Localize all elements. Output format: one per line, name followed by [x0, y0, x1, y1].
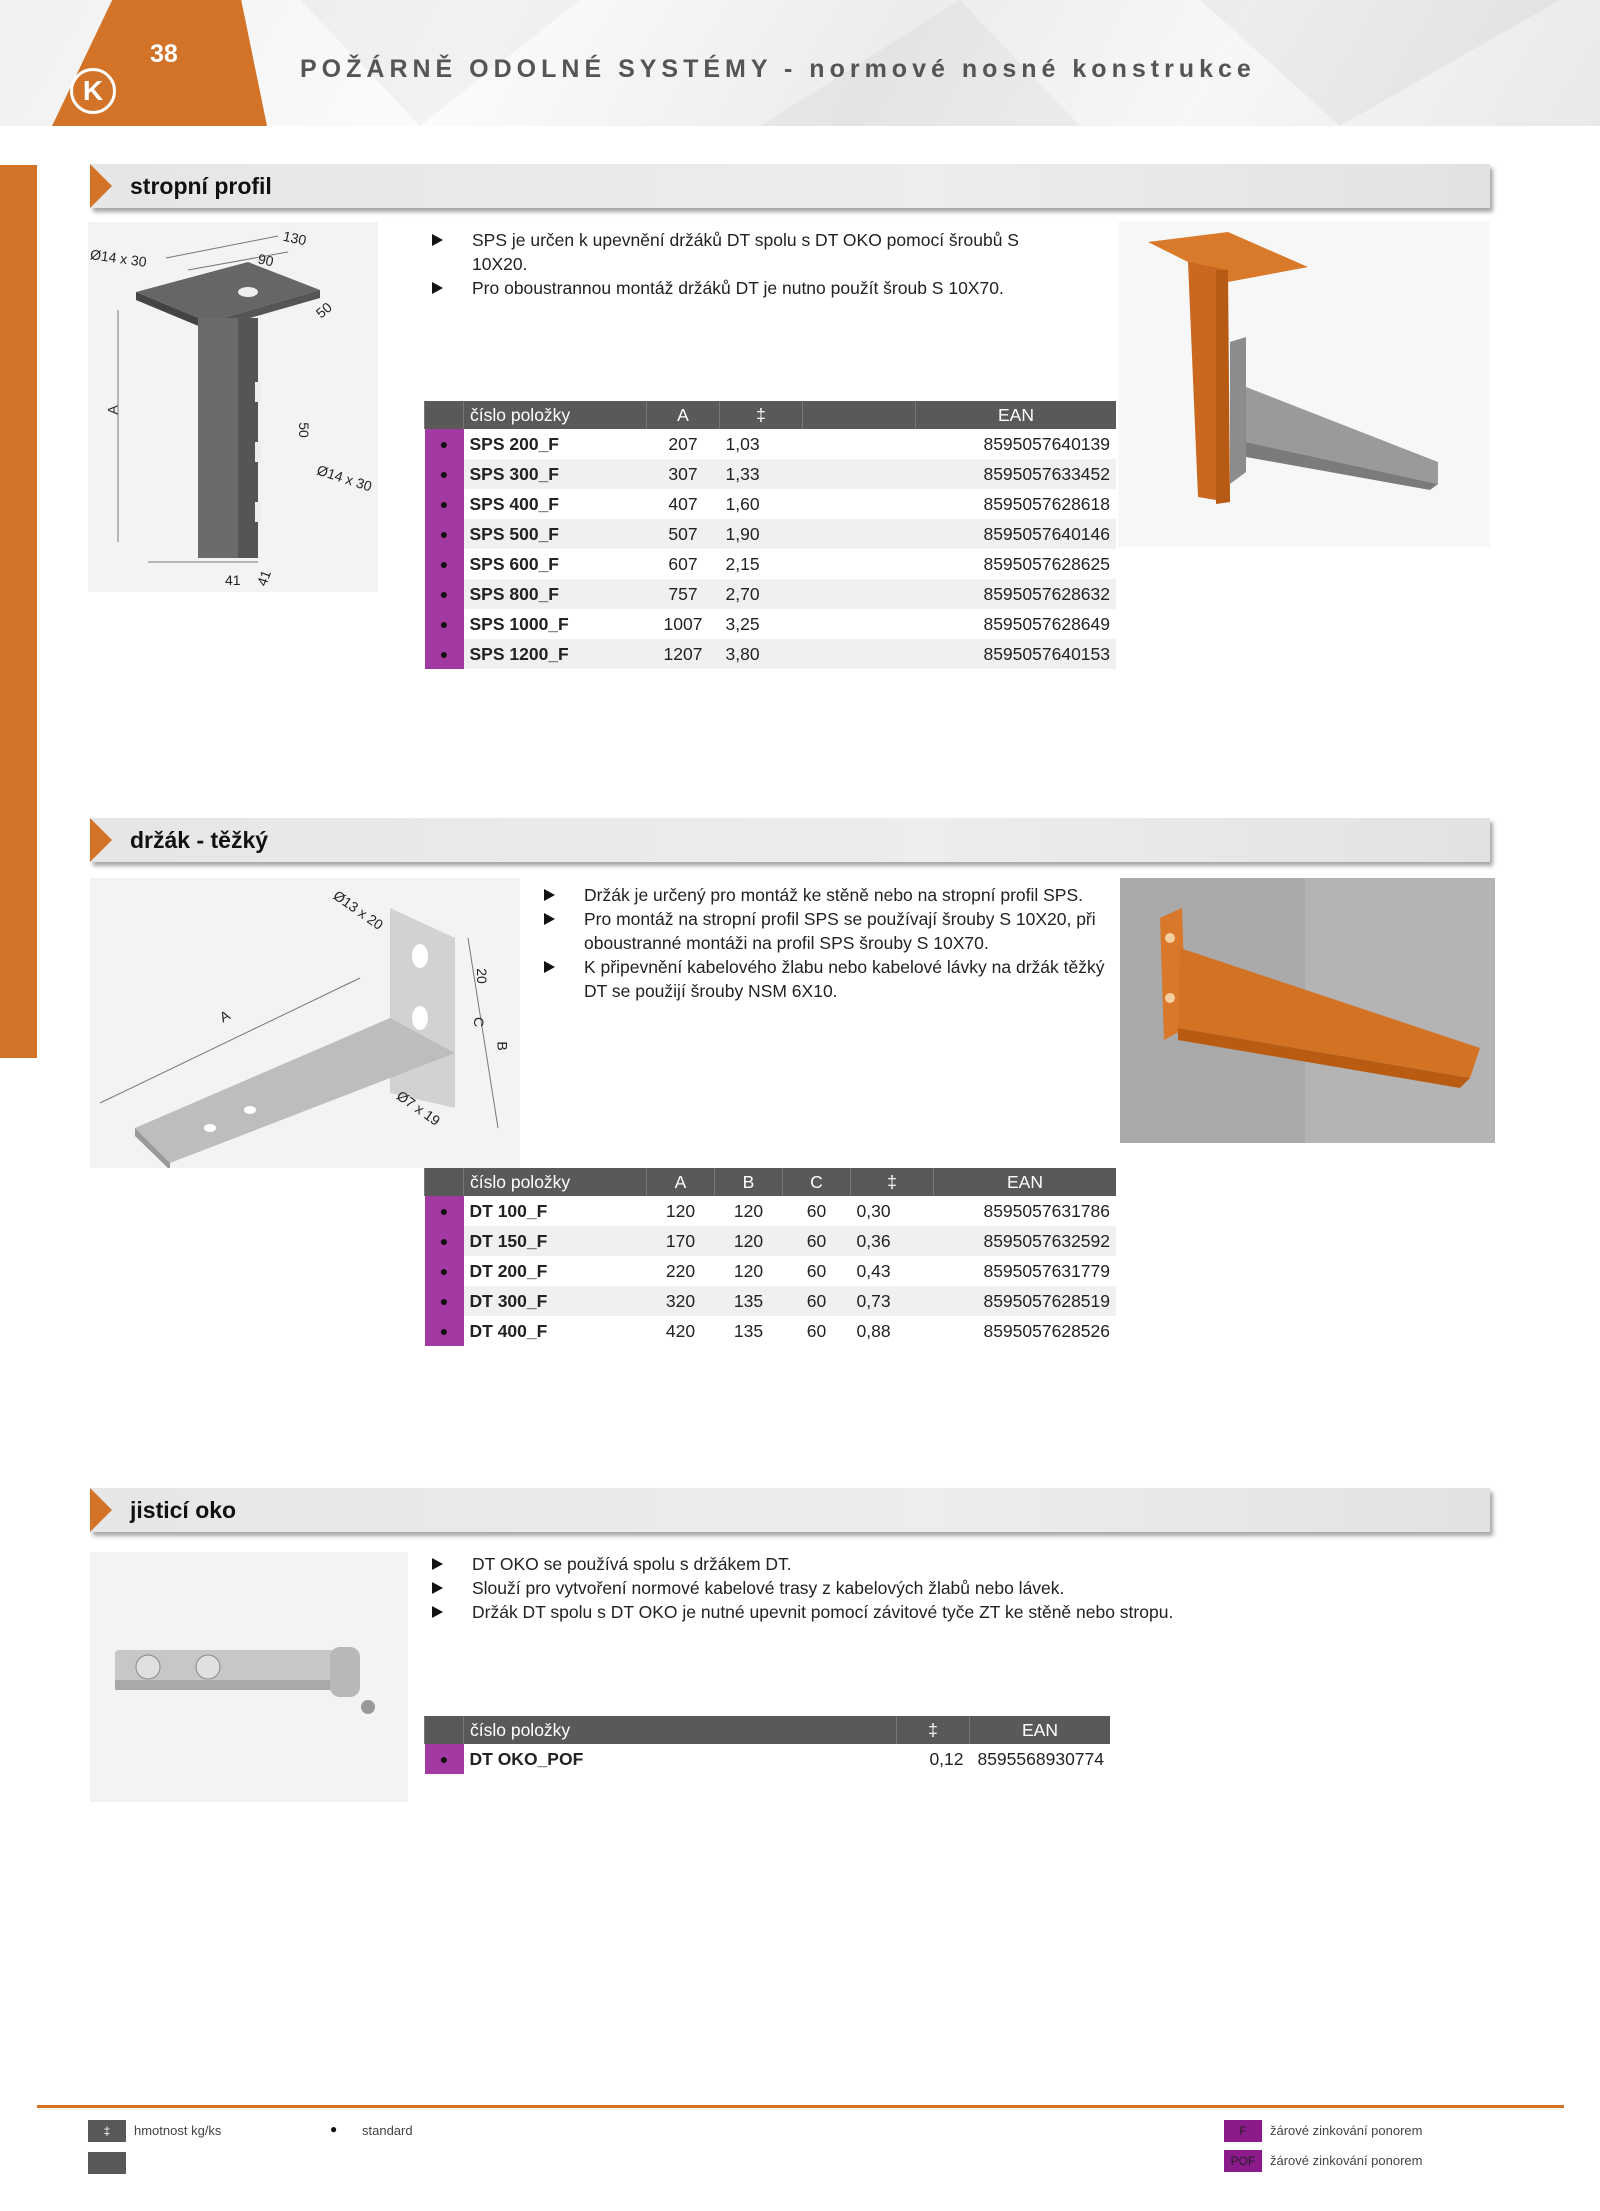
sps-technical-drawing: [88, 222, 378, 592]
dt-product-photo: [1120, 878, 1495, 1143]
ean: 8595057632592: [934, 1226, 1117, 1256]
dim-a: 170: [647, 1226, 715, 1256]
dim-a: 307: [647, 459, 720, 489]
section-title: stropní profil: [130, 173, 272, 199]
f-legend-box: F: [1224, 2120, 1262, 2142]
bullet-list: [542, 883, 1112, 1003]
weight: 0,36: [851, 1226, 934, 1256]
dim-label: Ø13 x 20: [330, 887, 387, 933]
sps-product-photo: [1118, 222, 1490, 547]
page-number: 38: [150, 40, 178, 68]
standard-dot-icon: ●: [425, 549, 464, 579]
standard-dot-icon: ●: [425, 609, 464, 639]
ean: 8595057628519: [934, 1286, 1117, 1316]
item-code: SPS 800_F: [464, 579, 647, 609]
bullet-item: [542, 907, 1112, 955]
dt-technical-drawing: [90, 878, 520, 1168]
bullet-item: [430, 276, 1070, 300]
dim-label: A: [104, 405, 121, 415]
standard-dot-icon: ●: [425, 1196, 464, 1226]
ean: 8595057628618: [983, 493, 1110, 514]
weight: 3,25: [725, 613, 760, 634]
weight: 3,80: [720, 639, 803, 669]
section-header-stropni-profil: [90, 164, 1490, 208]
dim-c: 60: [783, 1286, 851, 1316]
ean: 8595057631779: [983, 1260, 1110, 1281]
dim-b: 135: [733, 1320, 764, 1341]
item-code: SPS 400_F: [469, 493, 559, 514]
standard-legend-label: standard: [362, 2123, 413, 2138]
weight: 1,03: [725, 433, 760, 454]
sps-table: [424, 401, 1116, 669]
weight: 2,15: [725, 553, 760, 574]
dim-a: 607: [668, 553, 698, 574]
section-arrow-icon: [90, 164, 112, 208]
bullet-list: [430, 228, 1070, 300]
standard-dot-icon: ●: [425, 579, 464, 609]
ean: 8595057628526: [983, 1320, 1110, 1341]
item-code: SPS 200_F: [469, 433, 559, 454]
table-header-cell: [425, 1716, 464, 1744]
item-code: SPS 1000_F: [469, 613, 569, 634]
dim-label: 130: [281, 227, 308, 249]
empty-cell: [803, 579, 916, 609]
table-row: [425, 429, 1117, 459]
empty-cell: [803, 549, 916, 579]
weight: 0,43: [856, 1260, 891, 1281]
weight-legend-icon: ‡: [88, 2120, 126, 2142]
dim-a: 1207: [647, 639, 720, 669]
footer-divider: [37, 2105, 1564, 2108]
table-header-cell: číslo položky: [464, 1168, 647, 1196]
table-row: [425, 459, 1117, 489]
empty-cell: [803, 489, 916, 519]
section-title: držák - těžký: [130, 827, 269, 853]
table-row: [425, 1286, 1117, 1316]
item-code: DT 100_F: [469, 1200, 548, 1221]
dim-b: 120: [715, 1226, 783, 1256]
bullet-text: SPS je určen k upevnění držáků DT spolu s DT OKO pomocí šroubů S 10X20.: [472, 230, 1019, 274]
standard-dot-icon: ●: [425, 429, 464, 459]
table-header-cell: A: [647, 1168, 715, 1196]
table-row: [425, 1744, 1111, 1774]
standard-dot-icon: ●: [425, 1226, 464, 1256]
standard-dot-icon: ●: [425, 639, 464, 669]
bullet-item: [430, 1600, 1230, 1624]
bullet-text: Pro oboustrannou montáž držáků DT je nutno použít šroub S 10X70.: [472, 278, 1004, 298]
weight-icon: ‡: [720, 401, 803, 429]
weight: 0,12: [929, 1748, 964, 1769]
table-header-cell: číslo položky: [464, 401, 647, 429]
bullet-item: [430, 1576, 1230, 1600]
dim-a: 757: [647, 579, 720, 609]
dim-label: C: [471, 1016, 488, 1028]
dim-label: 50: [312, 298, 335, 322]
weight-icon: ‡: [897, 1716, 970, 1744]
side-accent-bar: [0, 165, 37, 1058]
dim-a: 207: [668, 433, 698, 454]
logo-letter: K: [82, 75, 104, 106]
bullet-item: [430, 228, 1070, 276]
table-header-cell: číslo položky: [464, 1716, 897, 1744]
dim-a: 507: [647, 519, 720, 549]
section-header-jistici-oko: [90, 1488, 1490, 1532]
item-code: SPS 300_F: [464, 459, 647, 489]
dim-label: 20: [473, 968, 490, 984]
dim-c: 60: [806, 1200, 827, 1221]
empty-cell: [803, 609, 916, 639]
table-header-cell: EAN: [916, 401, 1117, 429]
weight: 1,60: [725, 493, 760, 514]
empty-cell: [803, 459, 916, 489]
item-code: DT 400_F: [469, 1320, 548, 1341]
weight-legend-label: hmotnost kg/ks: [134, 2123, 222, 2138]
weight: 0,30: [856, 1200, 891, 1221]
bullet-list: [430, 1552, 1230, 1624]
table-header-cell: EAN: [970, 1716, 1111, 1744]
dim-a: 320: [647, 1286, 715, 1316]
dim-a: 407: [668, 493, 698, 514]
standard-dot-icon: ●: [425, 1256, 464, 1286]
item-code: DT 150_F: [464, 1226, 647, 1256]
dim-label: B: [494, 1041, 511, 1051]
legend-blank-box: [88, 2152, 126, 2174]
ean: 8595057628649: [983, 613, 1110, 634]
standard-dot-icon: ●: [425, 1286, 464, 1316]
ean: 8595057631786: [983, 1200, 1110, 1221]
weight: 0,88: [856, 1320, 891, 1341]
weight: 1,90: [720, 519, 803, 549]
item-code: DT 200_F: [469, 1260, 548, 1281]
ean: 8595057640153: [916, 639, 1117, 669]
weight: 2,70: [720, 579, 803, 609]
section-arrow-icon: [90, 1488, 112, 1532]
dim-a: 420: [665, 1320, 696, 1341]
bullet-item: [542, 883, 1112, 907]
table-row: [425, 1226, 1117, 1256]
dim-a: 1007: [663, 613, 703, 634]
standard-dot-icon: ●: [425, 489, 464, 519]
table-header-cell: [425, 401, 464, 429]
dt-table: [424, 1168, 1116, 1346]
ean: 8595057640139: [983, 433, 1110, 454]
weight: 1,33: [720, 459, 803, 489]
section-header-drzak-tezky: [90, 818, 1490, 862]
item-code: SPS 500_F: [464, 519, 647, 549]
table-row: [425, 579, 1117, 609]
dim-a: 120: [665, 1200, 696, 1221]
table-header-cell: C: [783, 1168, 851, 1196]
dim-c: 60: [806, 1320, 827, 1341]
f-legend-label: žárové zinkování ponorem: [1270, 2123, 1423, 2138]
section-title: jisticí oko: [130, 1497, 237, 1523]
pof-legend-box: POF: [1224, 2150, 1262, 2172]
dim-c: 60: [806, 1260, 827, 1281]
dim-label: 50: [295, 422, 312, 438]
company-logo: [70, 68, 116, 114]
item-code: DT 300_F: [464, 1286, 647, 1316]
dim-label: A: [216, 1006, 233, 1026]
dim-b: 120: [733, 1260, 764, 1281]
table-row: [425, 519, 1117, 549]
weight-icon: ‡: [851, 1168, 934, 1196]
standard-dot-icon: ●: [425, 459, 464, 489]
standard-dot-icon: ●: [330, 2122, 338, 2136]
table-header-cell: [803, 401, 916, 429]
table-row: [425, 549, 1117, 579]
empty-cell: [803, 429, 916, 459]
dim-b: 135: [715, 1286, 783, 1316]
table-header-cell: EAN: [934, 1168, 1117, 1196]
empty-cell: [803, 639, 916, 669]
bullet-text: Držák DT spolu s DT OKO je nutné upevnit pomocí závitové tyče ZT ke stěně nebo stropu.: [472, 1602, 1174, 1622]
dim-label: Ø14 x 30: [89, 246, 148, 270]
dim-label: 41: [225, 572, 241, 588]
bullet-text: Držák je určený pro montáž ke stěně nebo na stropní profil SPS.: [584, 885, 1084, 905]
table-row: [425, 609, 1117, 639]
dim-c: 60: [783, 1226, 851, 1256]
ean: 8595057640146: [916, 519, 1117, 549]
dim-a: 220: [665, 1260, 696, 1281]
weight: 0,73: [851, 1286, 934, 1316]
ean: 8595057633452: [916, 459, 1117, 489]
item-code: DT OKO_POF: [469, 1748, 584, 1769]
table-header-cell: B: [715, 1168, 783, 1196]
dim-label: 90: [256, 250, 276, 270]
standard-dot-icon: ●: [425, 1744, 464, 1774]
item-code: SPS 600_F: [469, 553, 559, 574]
standard-dot-icon: ●: [425, 519, 464, 549]
empty-cell: [803, 519, 916, 549]
ean: 8595568930774: [977, 1748, 1104, 1769]
section-arrow-icon: [90, 818, 112, 862]
bullet-item: [542, 955, 1112, 1003]
ean: 8595057628625: [983, 553, 1110, 574]
table-row: [425, 1316, 1117, 1346]
bullet-text: DT OKO se používá spolu s držákem DT.: [472, 1554, 792, 1574]
table-header-cell: A: [647, 401, 720, 429]
page-title: POŽÁRNĚ ODOLNÉ SYSTÉMY - normové nosné konstrukce: [300, 55, 1256, 83]
table-row: [425, 1256, 1117, 1286]
table-header-cell: [425, 1168, 464, 1196]
dim-label: 41: [253, 567, 274, 589]
item-code: SPS 1200_F: [464, 639, 647, 669]
table-row: [425, 489, 1117, 519]
bullet-text: Slouží pro vytvoření normové kabelové trasy z kabelových žlabů nebo lávek.: [472, 1578, 1065, 1598]
bullet-text: K připevnění kabelového žlabu nebo kabelové lávky na držák těžký DT se použijí šrouby NSM 6X10.: [584, 957, 1105, 1001]
dim-label: Ø14 x 30: [314, 461, 374, 495]
ean: 8595057628632: [916, 579, 1117, 609]
dim-label: Ø7 x 19: [393, 1087, 444, 1129]
dt-oko-product-photo: [90, 1552, 408, 1802]
dim-b: 120: [733, 1200, 764, 1221]
bullet-text: Pro montáž na stropní profil SPS se používají šrouby S 10X20, při oboustranné montáži na profil SPS šrouby S 10X70.: [584, 909, 1096, 953]
table-row: [425, 639, 1117, 669]
pof-legend-label: žárové zinkování ponorem: [1270, 2153, 1423, 2168]
bullet-item: [430, 1552, 1230, 1576]
table-row: [425, 1196, 1117, 1226]
standard-dot-icon: ●: [425, 1316, 464, 1346]
dt-oko-table: [424, 1716, 1110, 1774]
